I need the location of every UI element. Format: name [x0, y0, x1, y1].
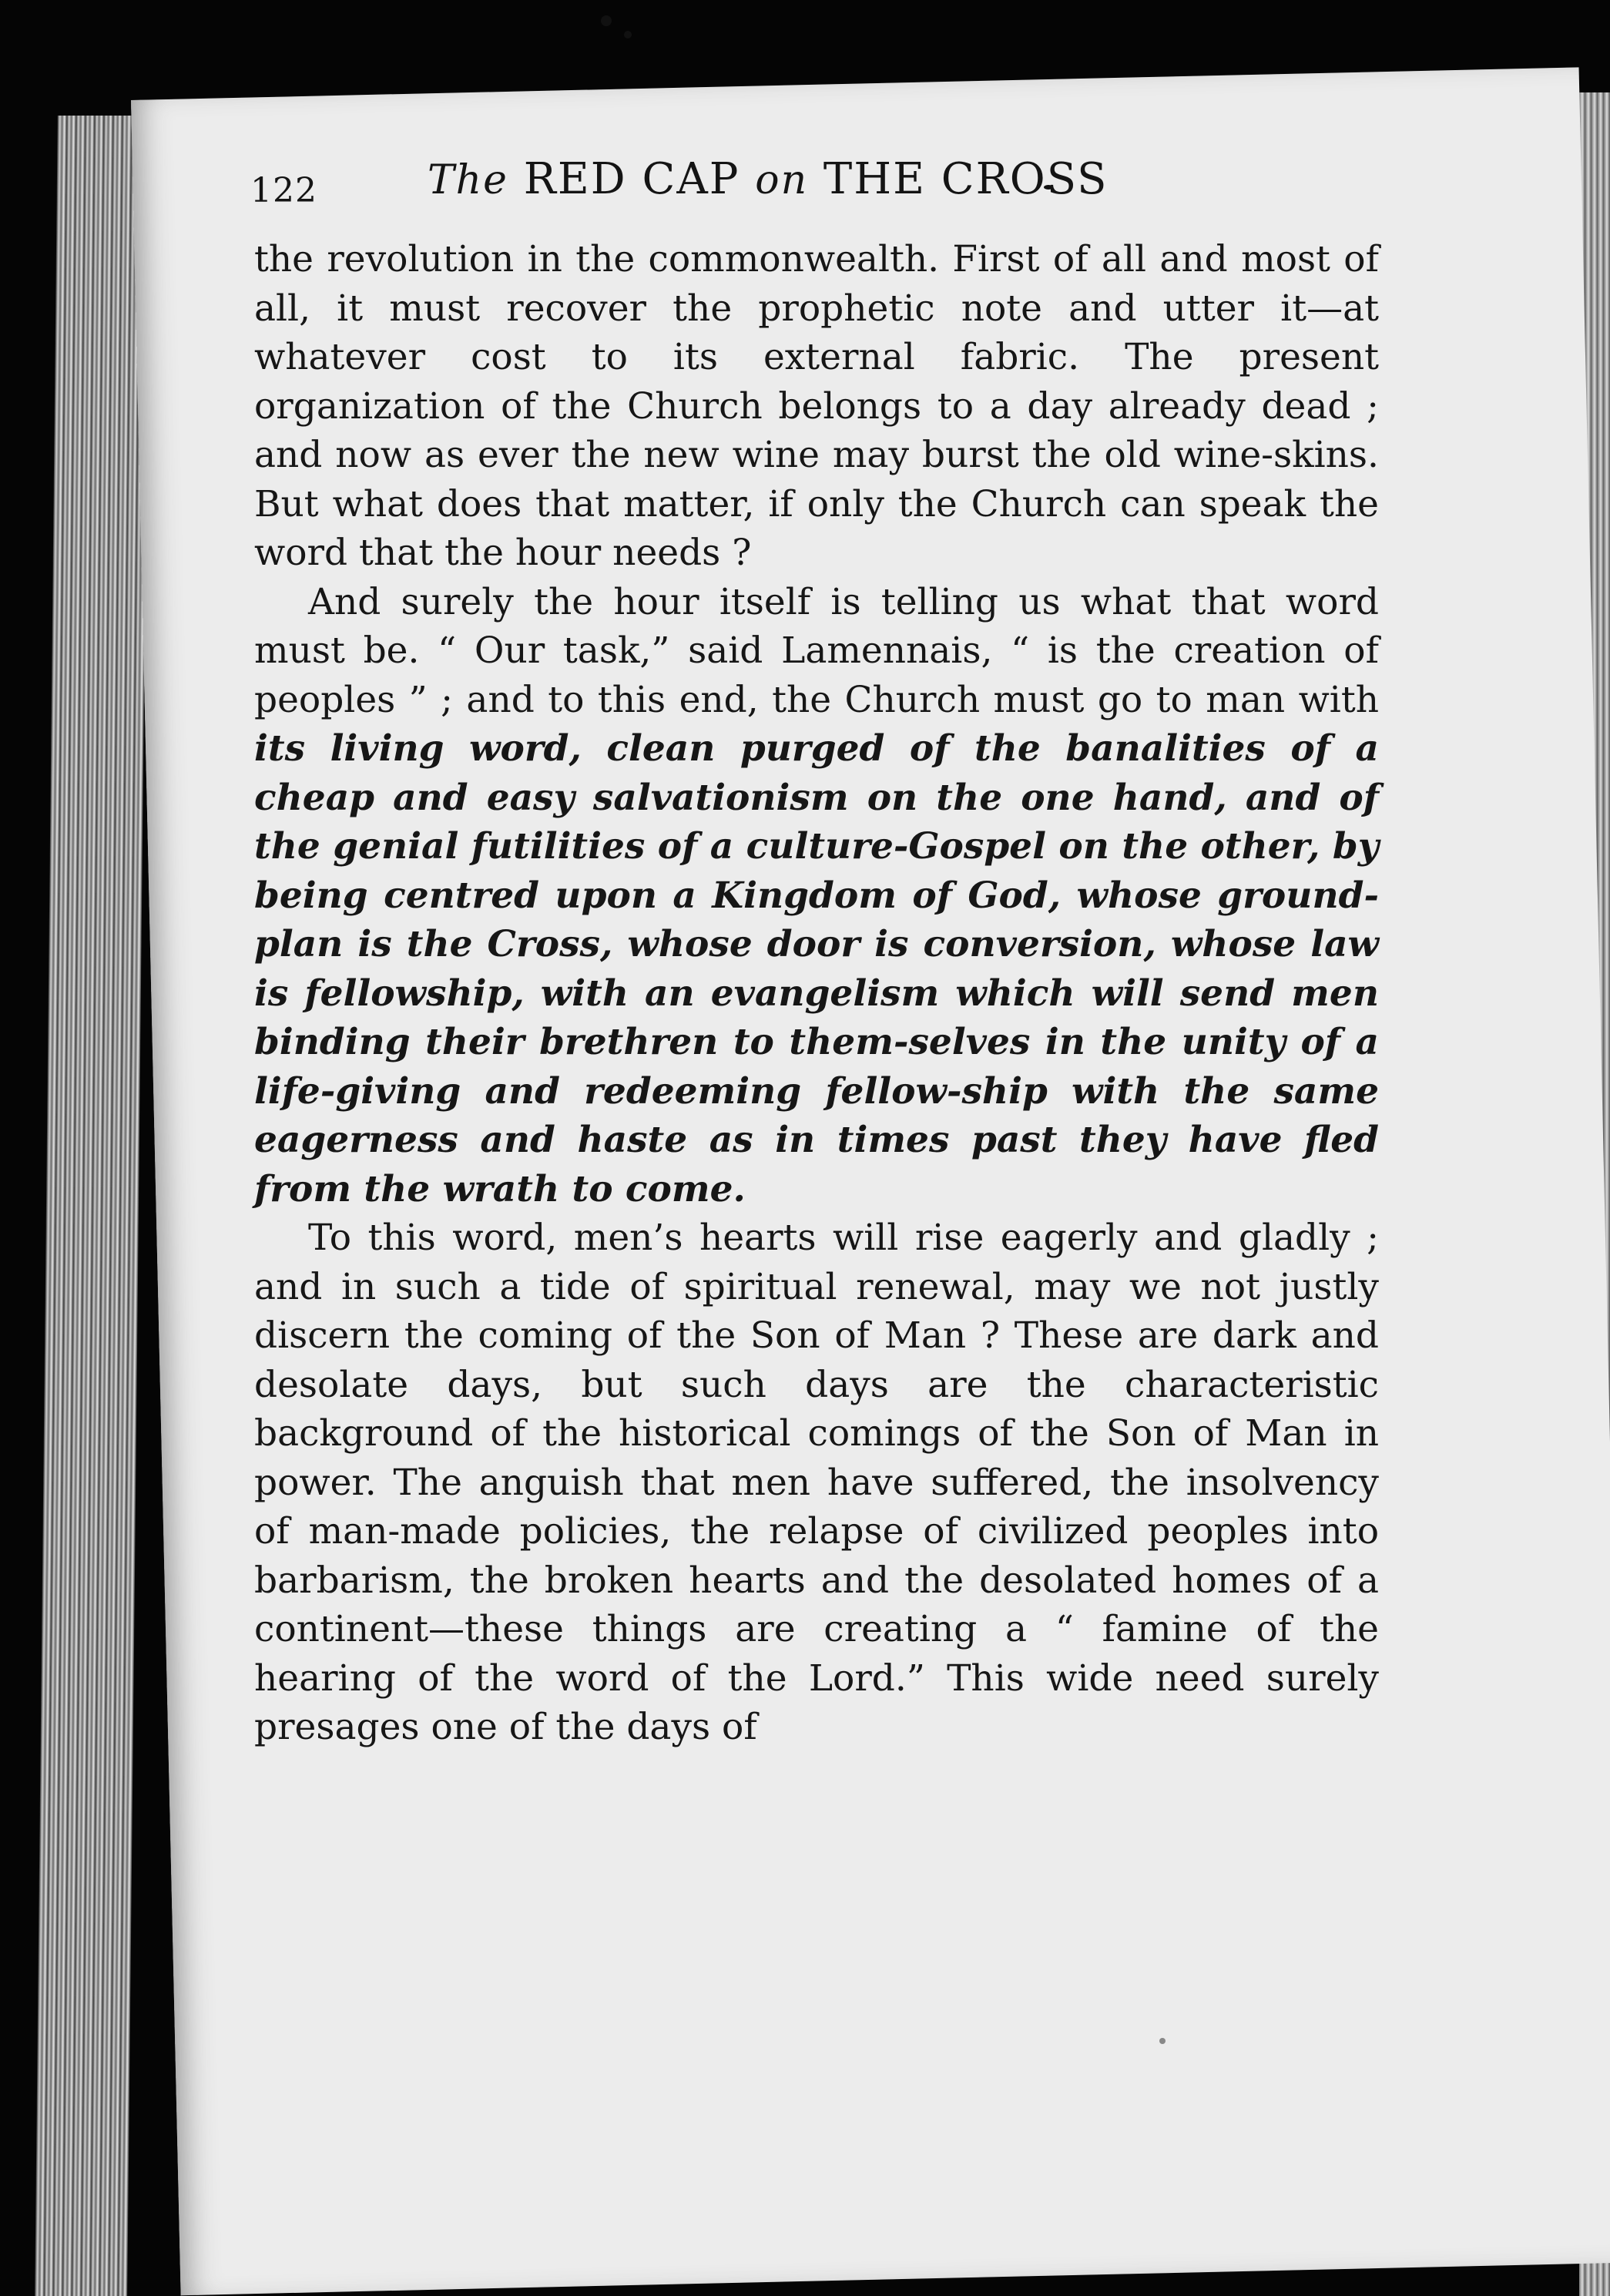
- page-number: 122: [250, 171, 317, 210]
- paragraph-1: the revolution in the commonwealth. First of all and most of all, it must recover the prophetic note and utter it—at whatever cost to its external fabric. The present organization of the Church belongs to a day already dead ; and now as ever the new wine may burst the old wine-skins. But what does that matter, if only the Church can speak the word that the hour needs ?: [254, 238, 1379, 574]
- dust-speck: [1159, 2038, 1166, 2044]
- paragraph-2-italic: its living word, clean purged of the banalities of a cheap and easy salvationism on the one hand, and of the genial futilities of a culture-Gospel on the other, by being centred upon a Kingdom of God, whose ground-plan is the Cross, whose door is conversion, whose law is fellowship, with an evangelism which will send men binding their brethren to them-selves in the unity of a life-giving and redeeming fellow-ship with the same eagerness and haste as in times past they have fled from the wrath to come.: [254, 727, 1379, 1210]
- dust-speck: [624, 31, 632, 39]
- body-text: [254, 235, 1379, 1752]
- running-head: [250, 154, 1367, 223]
- title-prefix: The: [428, 157, 508, 203]
- book-page-edges: [35, 116, 150, 2296]
- paragraph-2-plain: And surely the hour itself is telling us what that word must be. “ Our task,” said Lamennais, “ is the creation of peoples ” ; and to this end, the Church must go to man with: [254, 580, 1379, 721]
- title-part1: RED CAP: [523, 154, 740, 204]
- paragraph-3: To this word, men’s hearts will rise eagerly and gladly ; and in such a tide of spiritual renewal, may we not justly discern the coming of the Son of Man ? These are dark and desolate days, but such days are the characteristic background of the historical comings of the Son of Man in power. The anguish that men have suffered, the insolvency of man-made policies, the relapse of civilized peoples into barbarism, the broken hearts and the desolated homes of a continent—these things are creating a “ famine of the hearing of the word of the Lord.” This wide need surely presages one of the days of: [254, 1217, 1379, 1748]
- title-connector: on: [755, 157, 809, 203]
- dust-speck: [601, 15, 612, 26]
- paragraph-2: [254, 578, 1379, 1214]
- book-title: [428, 154, 1108, 204]
- title-part2: THE CROSS: [823, 154, 1109, 204]
